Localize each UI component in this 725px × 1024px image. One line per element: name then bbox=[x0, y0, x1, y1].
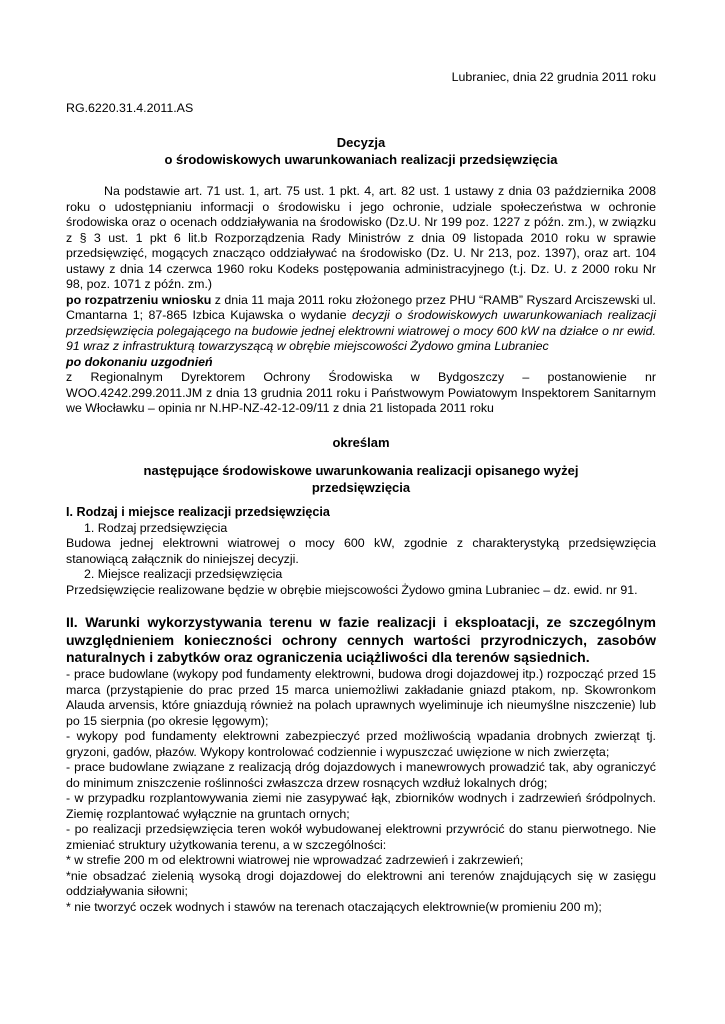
review-bold: po rozpatrzeniu wniosku bbox=[66, 292, 212, 307]
section-2-list bbox=[66, 667, 656, 915]
document-title bbox=[66, 134, 656, 168]
list-item: - prace budowlane (wykopy pod fundamenty elektrowni, budowa drogi dojazdowej itp.) rozpocząć przed 15 marca (przystąpienie do prac przed 15 marca uniemożliwi zakładanie gniazd ptakom, np. Skowronkom Alauda arvensis, które gniazdują również na polach uprawnych wyeliminuje ich nieumyślne niszczenie) lub po 15 sierpnia (po okresie lęgowym); bbox=[66, 667, 656, 728]
list-item: - wykopy pod fundamenty elektrowni zabezpieczyć przed możliwością wpadania drobnych zwierząt tj. gryzoni, gadów, płazów. Wykopy kontrolować codziennie i wypuszczać uwięzione w nich zwierzęta; bbox=[66, 729, 656, 759]
list-item: *nie obsadzać zielenią wysoką drogi dojazdowej do elektrowni ani terenów znajdujących się w zasięgu oddziaływania siłowni; bbox=[66, 868, 656, 898]
review-paragraph bbox=[66, 293, 656, 355]
list-item: * nie tworzyć oczek wodnych i stawów na terenach otaczających elektrownie(w promieniu 200 m); bbox=[66, 899, 602, 914]
determination-subtitle bbox=[66, 462, 656, 496]
review-italic: decyzji o środowiskowych uwarunkowaniach realizacji przedsięwzięcia polegającego na budowie jednej elektrowni wiatrowej o mocy 600 kW na działce o nr ewid. 91 wraz z infrastrukturą towarzyszącą w obrębie miejscowości Żydowo gmina Lubraniec bbox=[66, 308, 656, 353]
review-text: z dnia 11 maja 2011 roku złożonego przez PHU “RAMB” Ryszard Arciszewski ul. Cmantarna 1; 87-865 Izbica Kujawska o wydanie bbox=[66, 292, 656, 322]
title-line-1: Decyzja bbox=[336, 135, 386, 150]
list-item: - po realizacji przedsięwzięcia teren wokół wybudowanej elektrowni przywrócić do stanu pierwotnego. Nie zmieniać struktury użytkowania terenu, a w szczególności: bbox=[66, 822, 656, 852]
section-1-item-2-text: Przedsięwzięcie realizowane będzie w obrębie miejscowości Żydowo gmina Lubraniec – dz. ewid. nr 91. bbox=[66, 582, 638, 597]
list-item: - prace budowlane związane z realizacją dróg dojazdowych i manewrowych prowadzić tak, aby ograniczyć do minimum zniszczenie roślinności zwłaszcza drzew rosnących wzdłuż lokalnych dróg; bbox=[66, 760, 656, 790]
section-1-heading: I. Rodzaj i miejsce realizacji przedsięwzięcia bbox=[66, 505, 330, 519]
title-line-2: o środowiskowych uwarunkowaniach realizacji przedsięwzięcia bbox=[164, 152, 558, 167]
basis-paragraph: Na podstawie art. 71 ust. 1, art. 75 ust. 1 pkt. 4, art. 82 ust. 1 ustawy z dnia 03 października 2008 roku o udostępnianiu informacji o środowisku i jego ochronie, udziale społeczeństwa w ochronie środowiska oraz o ocenach oddziaływania na środowisko (Dz.U. Nr 199 poz. 1227 z późn. zm.), w związku z § 3 ust. 1 pkt 6 lit.b Rozporządzenia Rady Ministrów z dnia 09 listopada 2010 roku w sprawie przedsięwzięć, mogących znacząco oddziaływać na środowisko (Dz. U. Nr 213, poz. 1397), oraz art. 104 ustawy z dnia 14 czerwca 1960 roku Kodeks postępowania administracyjnego (t.j. Dz. U. z 2000 roku Nr 98, poz. 1071 z późn. zm.) bbox=[66, 184, 656, 291]
agreements-text: z Regionalnym Dyrektorem Ochrony Środowiska w Bydgoszczy – postanowienie nr WOO.4242.299.2011.JM z dnia 13 grudnia 2011 roku i Państwowym Powiatowym Inspektorem Sanitarnym we Włocławku – opinia nr N.HP-NZ-42-12-09/11 z dnia 21 listopada 2011 roku bbox=[66, 370, 656, 415]
list-item: * w strefie 200 m od elektrowni wiatrowej nie wprowadzać zadrzewień i zakrzewień; bbox=[66, 853, 524, 867]
list-item: - w przypadku rozplantowywania ziemi nie zasypywać łąk, zbiorników wodnych i zadrzewień śródpolnych. Ziemię rozplantować wyłącznie na gruntach ornych; bbox=[66, 791, 656, 821]
agreements-heading: po dokonaniu uzgodnień bbox=[66, 354, 213, 369]
section-1-item-1-text: Budowa jednej elektrowni wiatrowej o mocy 600 kW, zgodnie z charakterystyką przedsięwzięcia stanowiącą załącznik do niniejszej decyzji. bbox=[66, 536, 656, 566]
section-1-item-2-label: 2. Miejsce realizacji przedsięwzięcia bbox=[84, 567, 283, 581]
subtitle-line-1: następujące środowiskowe uwarunkowania realizacji opisanego wyżej bbox=[143, 463, 579, 478]
section-2-heading: II. Warunki wykorzystywania terenu w fazie realizacji i eksploatacji, ze szczególnym uwzględnieniem konieczności ochrony cennych wartości przyrodniczych, zasobów naturalnych i zabytków oraz ograniczenia uciążliwości dla terenów sąsiednich. bbox=[66, 614, 656, 665]
section-1 bbox=[66, 505, 656, 598]
determination-word: określam bbox=[332, 435, 390, 450]
subtitle-line-2: przedsięwzięcia bbox=[311, 480, 411, 495]
date-line: Lubraniec, dnia 22 grudnia 2011 roku bbox=[451, 70, 656, 84]
legal-basis bbox=[66, 184, 656, 417]
reference-number: RG.6220.31.4.2011.AS bbox=[66, 101, 194, 115]
section-1-item-1-label: 1. Rodzaj przedsięwzięcia bbox=[84, 520, 228, 535]
